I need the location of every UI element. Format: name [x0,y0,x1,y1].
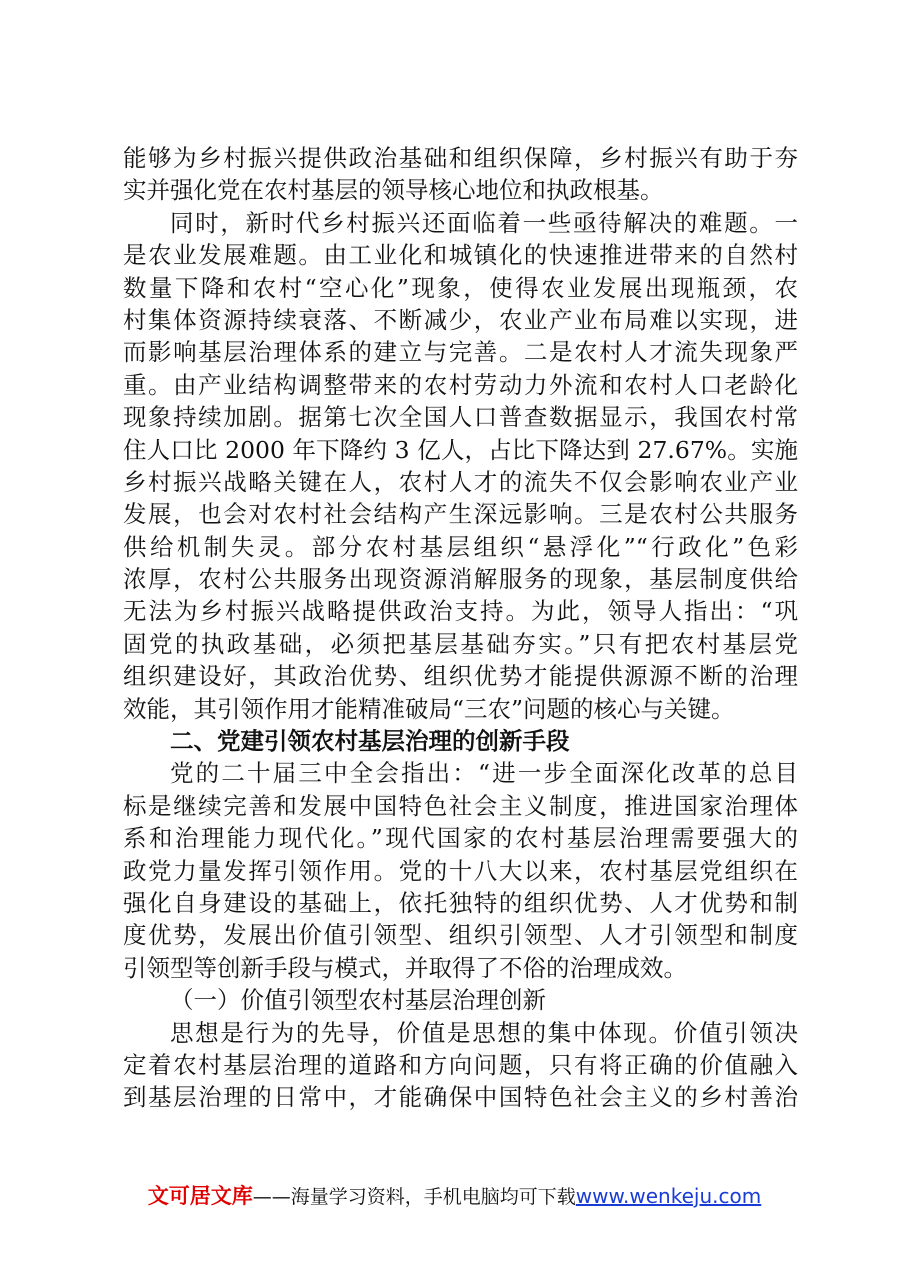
footer-brand: 文可居文库 [147,1184,253,1208]
paragraph-line: 重。由产业结构调整带来的农村劳动力外流和农村人口老龄化 [123,370,798,399]
paragraph-line: 标是继续完善和发展中国特色社会主义制度，推进国家治理体 [123,791,798,820]
paragraph-line: 供给机制失灵。部分农村基层组织“悬浮化”“行政化”色彩 [123,532,798,561]
paragraph-line: 无法为乡村振兴战略提供政治支持。为此，领导人指出：“巩 [123,597,798,626]
paragraph-line: 是农业发展难题。由工业化和城镇化的快速推进带来的自然村 [123,241,798,270]
paragraph-line: 组织建设好，其政治优势、组织优势才能提供源源不断的治理 [123,662,798,691]
paragraph-line: 住人口比 2000 年下降约 3 亿人，占比下降达到 27.67%。实施 [123,435,798,464]
paragraph-line: 到基层治理的日常中，才能确保中国特色社会主义的乡村善治 [123,1083,798,1112]
document-body [123,142,798,1114]
footer-url-link[interactable]: www.wenkeju.com [575,1184,762,1208]
paragraph-line: 村集体资源持续衰落、不断减少，农业产业布局难以实现，进 [123,305,798,334]
paragraph-last-line: 实并强化党在农村基层的领导核心地位和执政根基。 [123,176,664,205]
paragraph-line: 系和治理能力现代化。”现代国家的农村基层治理需要强大的 [123,824,798,853]
paragraph-line: 能够为乡村振兴提供政治基础和组织保障，乡村振兴有助于夯 [123,144,798,172]
paragraph-first-line: 党的二十届三中全会指出：“进一步全面深化改革的总目 [170,759,798,788]
paragraph-line: 乡村振兴战略关键在人，农村人才的流失不仅会影响农业产业 [123,467,798,496]
paragraph-line: 浓厚，农村公共服务出现资源消解服务的现象，基层制度供给 [123,565,798,594]
paragraph-line: 固党的执政基础，必须把基层基础夯实。”只有把农村基层党 [123,629,798,658]
paragraph-last-line: 引领型等创新手段与模式，并取得了不俗的治理成效。 [123,953,687,982]
subsection-heading: （一）价值引领型农村基层治理创新 [170,986,546,1015]
paragraph-line: 而影响基层治理体系的建立与完善。二是农村人才流失现象严 [123,338,798,367]
section-heading: 二、党建引领农村基层治理的创新手段 [170,727,570,756]
paragraph-line: 度优势，发展出价值引领型、组织引领型、人才引领型和制度 [123,921,798,950]
paragraph-line: 数量下降和农村“空心化”现象，使得农业发展出现瓶颈，农 [123,273,798,302]
paragraph-last-line: 效能，其引领作用才能精准破局“三农”问题的核心与关键。 [123,694,735,723]
paragraph-line: 强化自身建设的基础上，依托独特的组织优势、人才优势和制 [123,888,798,917]
paragraph-first-line: 同时，新时代乡村振兴还面临着一些亟待解决的难题。一 [170,208,798,237]
paragraph-line: 现象持续加剧。据第七次全国人口普查数据显示，我国农村常 [123,403,798,432]
paragraph-first-line: 思想是行为的先导，价值是思想的集中体现。价值引领决 [170,1018,798,1047]
paragraph-line: 发展，也会对农村社会结构产生深远影响。三是农村公共服务 [123,500,798,529]
footer-tagline: ——海量学习资料，手机电脑均可下载 [252,1186,576,1208]
paragraph-line: 定着农村基层治理的道路和方向问题，只有将正确的价值融入 [123,1050,798,1079]
paragraph-line: 政党力量发挥引领作用。党的十八大以来，农村基层党组织在 [123,856,798,885]
footer-banner [0,1180,909,1210]
